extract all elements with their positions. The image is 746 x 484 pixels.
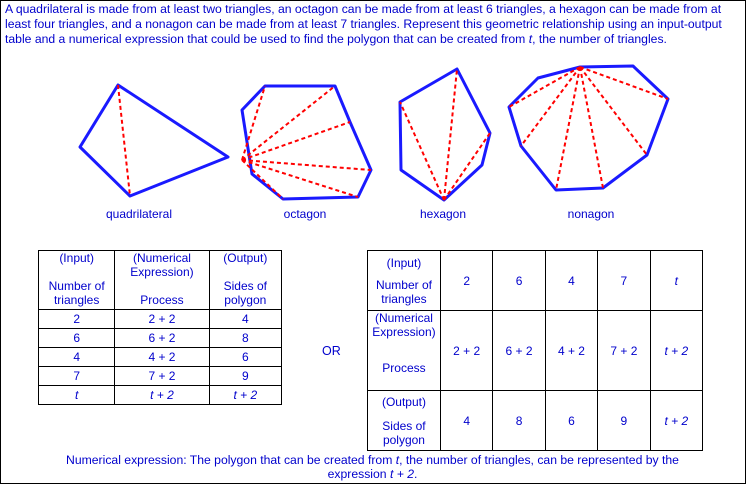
quadrilateral-outline — [80, 85, 228, 196]
input-cell: 4 — [545, 251, 597, 311]
quadrilateral-figure — [80, 85, 228, 196]
quadrilateral-diagonal — [118, 85, 130, 196]
input-cell: 2 — [39, 310, 115, 329]
octagon-label: octagon — [283, 207, 327, 221]
output-header-desc: Sides of — [223, 279, 267, 293]
input-output-table-horizontal — [367, 250, 703, 451]
input-cell: 7 — [598, 251, 650, 311]
process-row-header — [368, 311, 441, 391]
process-header-cell — [115, 251, 209, 310]
output-cell: 9 — [209, 367, 281, 386]
octagon-diagonal — [242, 160, 371, 170]
conclusion-text-end: . — [414, 467, 418, 481]
nonagon-diagonal — [521, 67, 580, 146]
nonagon-label: nonagon — [567, 207, 615, 221]
conclusion-text-2: expression — [327, 467, 390, 481]
hexagon-diagonal — [444, 69, 457, 200]
input-header-label: (Input) — [386, 255, 422, 270]
output-cell: t + 2 — [209, 386, 281, 405]
input-header-desc: Number of triangles — [375, 277, 432, 306]
process-cell: 7 + 2 — [115, 367, 209, 386]
problem-text-end: , the number of triangles. — [532, 32, 667, 46]
process-cell: t + 2 — [650, 311, 702, 391]
nonagon-figure — [509, 66, 668, 190]
nonagon-diagonal — [556, 67, 580, 190]
hexagon-diagonal — [444, 133, 490, 200]
nonagon-diagonal — [580, 67, 668, 99]
nonagon-outline — [509, 66, 668, 190]
input-cell: 4 — [39, 348, 115, 367]
conclusion-text: Numerical expression: The polygon that can be created from — [66, 453, 396, 467]
output-cell: 9 — [598, 391, 650, 451]
table-row — [39, 329, 282, 348]
process-cell: 6 + 2 — [115, 329, 209, 348]
table-row — [39, 367, 282, 386]
input-cell: 6 — [39, 329, 115, 348]
table-row — [368, 251, 703, 311]
input-row-header — [368, 251, 441, 311]
process-header-desc: Process — [140, 293, 184, 307]
input-header-desc: Number of — [48, 279, 105, 293]
hexagon-figure — [400, 69, 490, 200]
output-header-cell — [209, 251, 281, 310]
octagon-diagonal — [242, 122, 350, 160]
process-header-label: (Numerical Expression) — [130, 251, 194, 279]
process-cell: 2 + 2 — [440, 311, 492, 391]
output-row-header — [368, 391, 441, 451]
input-output-table-vertical — [38, 250, 282, 405]
output-cell: t + 2 — [650, 391, 702, 451]
output-cell: 4 — [440, 391, 492, 451]
table-row — [368, 311, 703, 391]
or-label: OR — [322, 344, 341, 358]
input-header-label: (Input) — [59, 251, 94, 265]
output-header-label: (Output) — [381, 394, 426, 409]
table-header-row — [39, 251, 282, 310]
process-cell: 4 + 2 — [115, 348, 209, 367]
output-cell: 6 — [209, 348, 281, 367]
octagon-outline — [242, 86, 371, 199]
input-cell: 2 — [440, 251, 492, 311]
octagon-figure — [242, 86, 371, 199]
hexagon-label: hexagon — [419, 207, 467, 221]
process-cell: 7 + 2 — [598, 311, 650, 391]
table-row — [368, 391, 703, 451]
output-header-desc2: polygon — [224, 293, 267, 307]
table-row — [39, 348, 282, 367]
output-cell: 6 — [545, 391, 597, 451]
polygon-figures — [0, 0, 746, 230]
process-cell: 2 + 2 — [115, 310, 209, 329]
output-cell: 4 — [209, 310, 281, 329]
process-cell: 6 + 2 — [493, 311, 545, 391]
nonagon-diagonal — [509, 67, 580, 107]
nonagon-diagonal — [580, 67, 603, 188]
process-cell: 4 + 2 — [545, 311, 597, 391]
input-cell: 7 — [39, 367, 115, 386]
input-header-cell — [39, 251, 115, 310]
table-row — [39, 310, 282, 329]
quadrilateral-label: quadrilateral — [105, 207, 173, 221]
input-cell: t — [650, 251, 702, 311]
problem-text: A quadrilateral is made from at least two triangles, an octagon can be made from at least 6 triangles, a hexagon can be made from at least four triangles, and a nonagon can be made from at least 7 triangles. Represent this geometric relationship using an input-output table and a numerical expression that could be used to find the polygon that can be created from — [5, 2, 722, 46]
input-cell: 6 — [493, 251, 545, 311]
input-header-desc2: triangles — [53, 293, 100, 307]
output-header-label: (Output) — [223, 251, 268, 265]
conclusion-variable: t — [395, 453, 400, 467]
output-cell: 8 — [493, 391, 545, 451]
process-header-desc: Process — [382, 361, 426, 375]
process-cell: t + 2 — [115, 386, 209, 405]
table-row — [39, 386, 282, 405]
conclusion-expression: t + 2 — [389, 467, 414, 481]
input-cell: t — [39, 386, 115, 405]
problem-variable: t — [528, 32, 533, 46]
output-header-desc: Sides of polygon — [382, 418, 426, 447]
process-header-label: (Numerical Expression) — [372, 311, 436, 339]
conclusion-text-mid: , the number of triangles, can be represented by the — [399, 453, 679, 467]
conclusion-statement — [5, 453, 740, 481]
output-cell: 8 — [209, 329, 281, 348]
